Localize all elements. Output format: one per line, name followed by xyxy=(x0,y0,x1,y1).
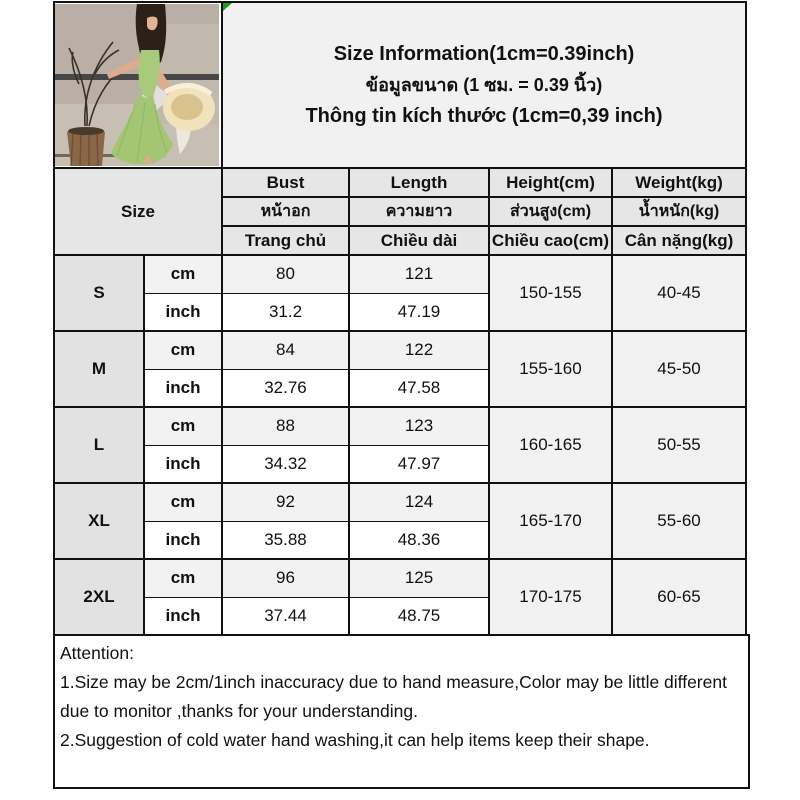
height-range: 150-155 xyxy=(489,255,612,331)
header-height-en: Height(cm) xyxy=(489,168,612,197)
length-inch-value: 48.36 xyxy=(349,521,489,559)
size-label: 2XL xyxy=(54,559,144,635)
green-corner-marker xyxy=(223,3,232,11)
weight-range: 40-45 xyxy=(612,255,746,331)
attention-box xyxy=(53,634,750,789)
unit-inch-label: inch xyxy=(144,369,222,407)
header-length-th: ความยาว xyxy=(349,197,489,226)
bust-cm-value: 92 xyxy=(222,483,349,521)
unit-inch-label: inch xyxy=(144,445,222,483)
unit-cm-label: cm xyxy=(144,559,222,597)
unit-inch-label: inch xyxy=(144,293,222,331)
title-vietnamese: Thông tin kích thước (1cm=0,39 inch) xyxy=(305,104,663,127)
length-inch-value: 47.19 xyxy=(349,293,489,331)
size-label: L xyxy=(54,407,144,483)
header-length-vi: Chiều dài xyxy=(349,226,489,255)
weight-range: 60-65 xyxy=(612,559,746,635)
header-weight-th: น้ำหนัก(kg) xyxy=(612,197,746,226)
size-label: XL xyxy=(54,483,144,559)
bust-inch-value: 31.2 xyxy=(222,293,349,331)
bust-cm-value: 96 xyxy=(222,559,349,597)
height-range: 160-165 xyxy=(489,407,612,483)
product-photo-illustration xyxy=(55,4,219,166)
weight-range: 45-50 xyxy=(612,331,746,407)
header-height-th: ส่วนสูง(cm) xyxy=(489,197,612,226)
size-label: M xyxy=(54,331,144,407)
header-bust-th: หน้าอก xyxy=(222,197,349,226)
length-cm-value: 125 xyxy=(349,559,489,597)
header-length-en: Length xyxy=(349,168,489,197)
bust-inch-value: 35.88 xyxy=(222,521,349,559)
unit-cm-label: cm xyxy=(144,331,222,369)
height-range: 165-170 xyxy=(489,483,612,559)
bust-cm-value: 80 xyxy=(222,255,349,293)
bust-inch-value: 37.44 xyxy=(222,597,349,635)
header-bust-vi: Trang chủ xyxy=(222,226,349,255)
attention-heading: Attention: xyxy=(60,643,134,663)
length-cm-value: 121 xyxy=(349,255,489,293)
title-english: Size Information(1cm=0.39inch) xyxy=(333,42,635,65)
length-inch-value: 48.75 xyxy=(349,597,489,635)
bust-inch-value: 34.32 xyxy=(222,445,349,483)
bust-cm-value: 84 xyxy=(222,331,349,369)
header-weight-vi: Cân nặng(kg) xyxy=(612,226,746,255)
weight-range: 55-60 xyxy=(612,483,746,559)
size-table xyxy=(53,1,747,636)
unit-cm-label: cm xyxy=(144,255,222,293)
size-corner-header: Size xyxy=(54,168,222,255)
header-height-vi: Chiều cao(cm) xyxy=(489,226,612,255)
unit-inch-label: inch xyxy=(144,597,222,635)
length-cm-value: 124 xyxy=(349,483,489,521)
length-inch-value: 47.58 xyxy=(349,369,489,407)
title-thai: ข้อมูลขนาด (1 ซม. = 0.39 นิ้ว) xyxy=(365,74,603,95)
length-inch-value: 47.97 xyxy=(349,445,489,483)
product-photo-cell xyxy=(54,2,222,168)
unit-cm-label: cm xyxy=(144,407,222,445)
sheet xyxy=(53,1,747,789)
bust-cm-value: 88 xyxy=(222,407,349,445)
weight-range: 50-55 xyxy=(612,407,746,483)
bust-inch-value: 32.76 xyxy=(222,369,349,407)
size-label: S xyxy=(54,255,144,331)
attention-line-2: 2.Suggestion of cold water hand washing,it can help items keep their shape. xyxy=(60,730,650,750)
title-cell xyxy=(222,2,746,168)
unit-cm-label: cm xyxy=(144,483,222,521)
unit-inch-label: inch xyxy=(144,521,222,559)
attention-line-1: 1.Size may be 2cm/1inch inaccuracy due to hand measure,Color may be little different due to monitor ,thanks for your understanding. xyxy=(60,672,727,721)
header-weight-en: Weight(kg) xyxy=(612,168,746,197)
length-cm-value: 123 xyxy=(349,407,489,445)
height-range: 170-175 xyxy=(489,559,612,635)
header-bust-en: Bust xyxy=(222,168,349,197)
length-cm-value: 122 xyxy=(349,331,489,369)
height-range: 155-160 xyxy=(489,331,612,407)
